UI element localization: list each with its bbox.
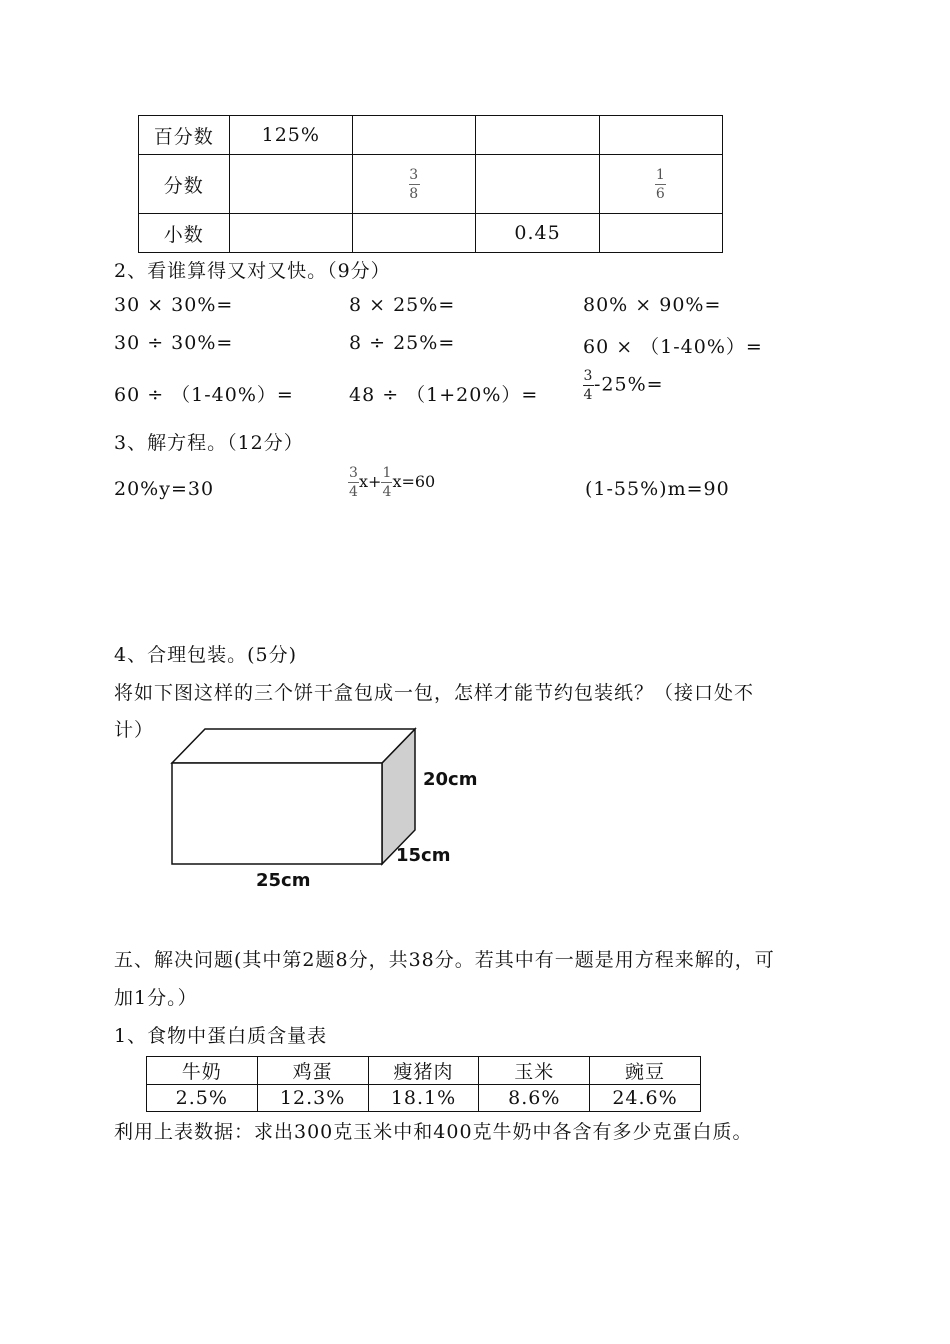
protein-value: 18.1% — [368, 1085, 479, 1112]
denominator: 4 — [583, 387, 594, 403]
calc-item: 30 × 30%= — [114, 294, 234, 316]
fraction — [381, 465, 392, 500]
fraction-cell — [599, 155, 722, 214]
equation-3: (1-55%)m=90 — [585, 478, 730, 500]
calc-suffix: -25%= — [594, 373, 664, 396]
protein-value: 24.6% — [590, 1085, 701, 1112]
equation-1: 20%y=30 — [114, 478, 215, 500]
section4-title: 4、合理包装。(5分) — [114, 644, 298, 666]
protein-header: 瘦猪肉 — [368, 1057, 479, 1085]
fraction — [655, 167, 666, 202]
calc-item: 48 ÷ （1+20%）= — [349, 384, 539, 406]
fraction — [409, 167, 420, 202]
section4-text: 计） — [114, 719, 155, 741]
box-front-face — [172, 763, 382, 864]
biscuit-box-diagram — [160, 720, 500, 905]
section3-title: 3、解方程。（12分） — [114, 432, 304, 454]
box-height-label: 20cm — [423, 769, 478, 790]
section4-text: 将如下图这样的三个饼干盒包成一包，怎样才能节约包装纸？（接口处不 — [114, 682, 755, 704]
decimal-cell — [353, 214, 476, 253]
calc-item: 60 ÷ （1-40%）= — [114, 384, 294, 406]
numerator: 1 — [655, 166, 666, 183]
box-depth-label: 15cm — [396, 845, 451, 866]
calc-item: 60 × （1-40%）= — [583, 336, 763, 358]
question-1-title: 1、食物中蛋白质含量表 — [114, 1025, 328, 1047]
numerator: 3 — [583, 368, 594, 384]
section5-title-cont: 加1分。） — [114, 987, 198, 1009]
equation-2 — [348, 465, 435, 500]
protein-value: 8.6% — [479, 1085, 590, 1112]
denominator: 8 — [409, 185, 420, 202]
decimal-cell: 0.45 — [476, 214, 599, 253]
protein-header: 玉米 — [479, 1057, 590, 1085]
protein-value: 12.3% — [257, 1085, 368, 1112]
calc-item: 8 × 25%= — [349, 294, 456, 316]
row-label-percent: 百分数 — [139, 116, 230, 155]
denominator: 4 — [382, 484, 392, 500]
box-top-face — [172, 729, 415, 763]
section2-title: 2、看谁算得又对又快。（9分） — [114, 260, 391, 282]
protein-value: 2.5% — [147, 1085, 258, 1112]
conversion-table — [138, 115, 723, 253]
denominator: 4 — [349, 484, 358, 500]
protein-header: 牛奶 — [147, 1057, 258, 1085]
section5-title: 五、解决问题(其中第2题8分，共38分。若其中有一题是用方程来解的，可 — [114, 949, 775, 971]
percent-cell: 125% — [229, 116, 353, 155]
protein-table — [146, 1056, 701, 1112]
row-label-decimal: 小数 — [139, 214, 230, 253]
numerator: 1 — [382, 465, 392, 481]
numerator: 3 — [409, 166, 420, 183]
equation-tail: x=60 — [392, 472, 436, 491]
calc-item-fraction — [583, 368, 664, 403]
decimal-cell — [229, 214, 353, 253]
decimal-cell — [599, 214, 722, 253]
percent-cell — [476, 116, 599, 155]
percent-cell — [353, 116, 476, 155]
numerator: 3 — [349, 465, 358, 481]
percent-cell — [599, 116, 722, 155]
calc-item: 80% × 90%= — [583, 294, 722, 316]
row-label-fraction: 分数 — [139, 155, 230, 214]
question-1-text: 利用上表数据：求出300克玉米中和400克牛奶中各含有多少克蛋白质。 — [114, 1121, 753, 1143]
fraction-cell — [353, 155, 476, 214]
protein-header: 鸡蛋 — [257, 1057, 368, 1085]
fraction-cell — [476, 155, 599, 214]
fraction — [583, 368, 594, 403]
calc-item: 8 ÷ 25%= — [349, 332, 456, 354]
equation-mid: x+ — [359, 472, 382, 491]
calc-item: 30 ÷ 30%= — [114, 332, 234, 354]
fraction-cell — [229, 155, 353, 214]
fraction — [348, 465, 359, 500]
box-length-label: 25cm — [256, 870, 311, 891]
denominator: 6 — [655, 185, 666, 202]
protein-header: 豌豆 — [590, 1057, 701, 1085]
